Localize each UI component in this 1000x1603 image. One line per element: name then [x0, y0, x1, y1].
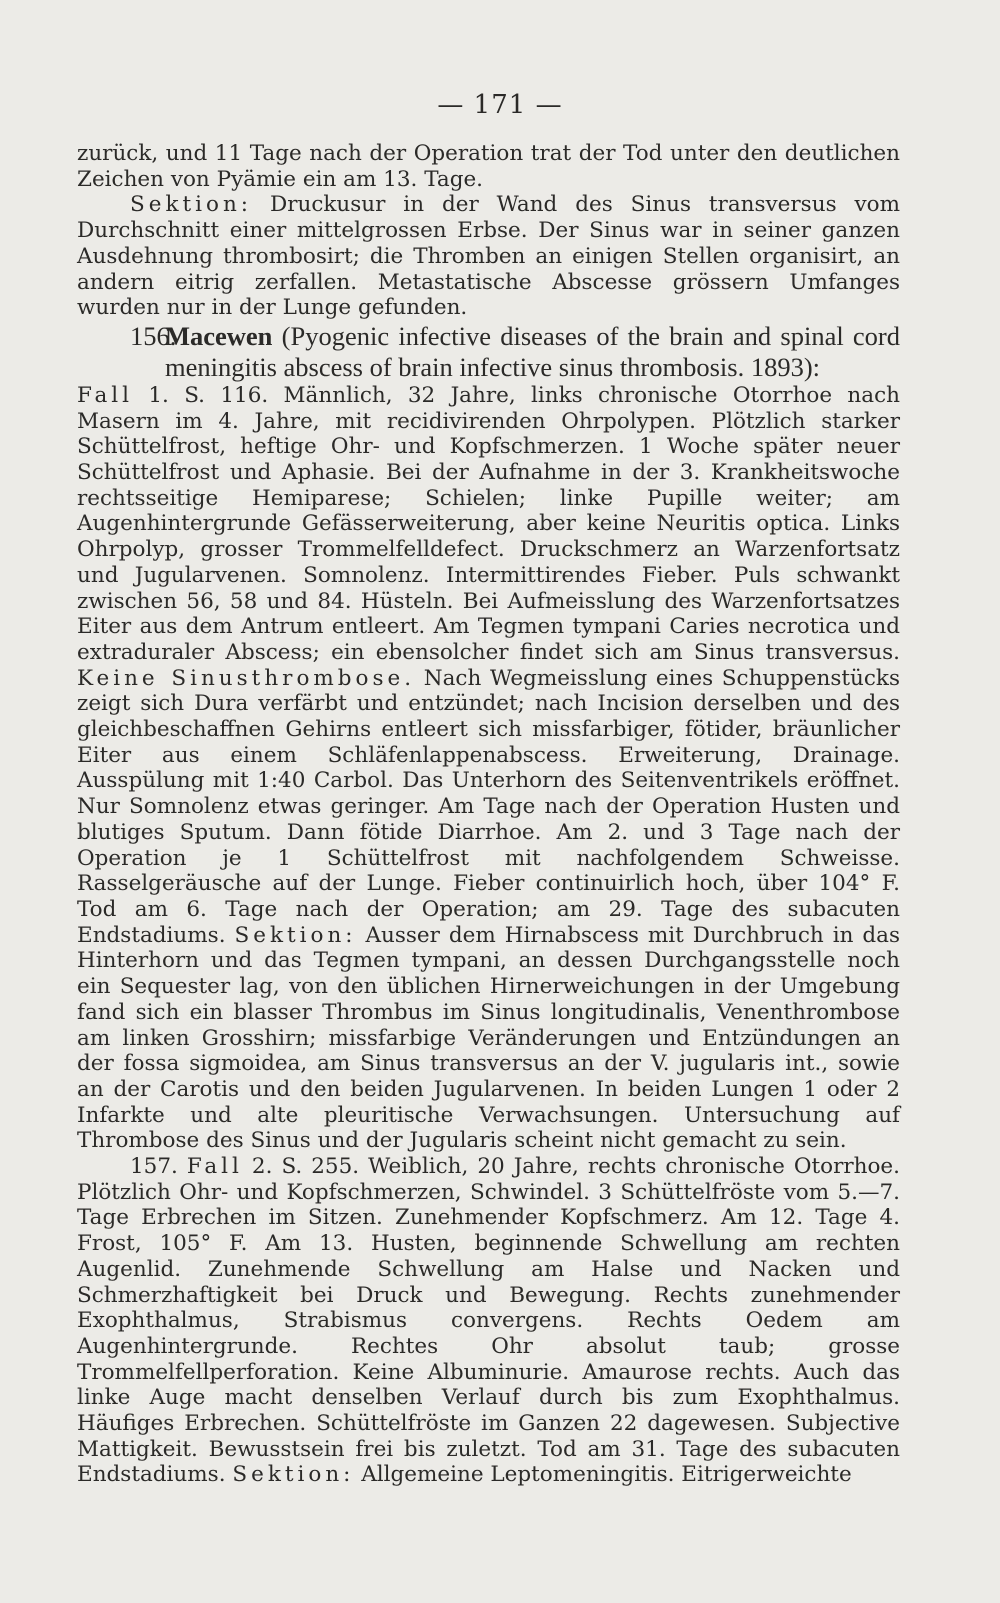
case-1-text-1: 1. S. 116. Männlich, 32 Jahre, links chronische Otorrhoe nach Masern im 4. Jahre, mit recidivirenden Ohrpolypen. Plötzlich starker Schüttelfrost, heftige Ohr- und Kopfschmerzen. 1 Woche später neuer Schüttelfrost und Aphasie. Bei der Aufnahme in der 3. Krankheitswoche rechtsseitige Hemiparese; Schielen; linke Pupille weiter; am Augenhintergrunde Gefässerweiterung, aber keine Neuritis optica. Links Ohrpolyp, grosser Trommelfelldefect. Druckschmerz an Warzenfortsatz und Jugularvenen. Somnolenz. Intermittirendes Fieber. Puls schwankt zwischen 56, 58 und 84. Hüsteln. Bei Aufmeisslung des Warzenfortsatzes Eiter aus dem Antrum entleert. Am Tegmen tympani Caries necrotica und extraduraler Abscess; ein ebensolcher findet sich am Sinus transversus. [77, 382, 900, 665]
page-number: — 171 — [437, 90, 563, 120]
body-text [77, 141, 900, 1488]
case-1-text-3: Ausser dem Hirnabscess mit Durchbruch in das Hinterhorn und das Tegmen tympani, an dessen Durchgangsstelle noch ein Sequester lag, von den üblichen Hirnerweichungen in der Umgebung fand sich ein blasser Thrombus im Sinus longitudinalis, Venenthrombose am linken Grosshirn; missfarbige Veränderungen und Entzündungen an der fossa sigmoidea, am Sinus transversus an der V. jugularis int., sowie an der Carotis und den beiden Jugularvenen. In beiden Lungen 1 oder 2 Infarkte und alte pleuritische Verwachsungen. Untersuchung auf Thrombose des Sinus und der Jugularis scheint nicht gemacht zu sein. [77, 922, 900, 1154]
paragraph-sektion [77, 192, 900, 321]
case-2-number: 157. [130, 1154, 178, 1180]
case-2-paragraph [77, 1154, 900, 1488]
section-heading-156 [77, 321, 900, 383]
case-2-text-2: Allgemeine Leptomeningitis. Eitrigerweichte [354, 1462, 852, 1488]
case-2-text-1: 2. S. 255. Weiblich, 20 Jahre, rechts chronische Otorrhoe. Plötzlich Ohr- und Kopfschmerzen, Schwindel. 3 Schüttelfröste vom 5.—7. Tage Erbrechen im Sitzen. Zunehmender Kopfschmerz. Am 12. Tage 4. Frost, 105° F. Am 13. Husten, beginnende Schwellung am rechten Augenlid. Zunehmende Schwellung am Halse und Nacken und Schmerzhaftigkeit bei Druck und Bewegung. Rechts zunehmender Exophthalmus, Strabismus convergens. Rechts Oedem am Augenhintergrunde. Rechtes Ohr absolut taub; grosse Trommelfellperforation. Keine Albuminurie. Amaurose rechts. Auch das linke Auge macht denselben Verlauf durch bis zum Exophthalmus. Häufiges Erbrechen. Schüttelfröste im Ganzen 22 dagewesen. Subjective Mattigkeit. Bewusstsein frei bis zuletzt. Tod am 31. Tage des subacuten Endstadiums. [77, 1154, 900, 1488]
case-2-sektion-label: Sektion: [232, 1462, 355, 1488]
sektion-text: Druckusur in der Wand des Sinus transversus vom Durchschnitt einer mittelgrossen Erbse. Der Sinus war in seiner ganzen Ausdehnung thrombosirt; die Thromben an einigen Stellen organisirt, an andern eitrig zerfallen. Metastatische Abscesse grössern Umfanges wurden nur in der Lunge gefunden. [77, 192, 900, 321]
case-1-text-2: Nach Wegmeisslung eines Schuppenstücks zeigt sich Dura verfärbt und entzündet; nach Incision derselben und des gleichbeschaffnen Gehirns entleert sich missfarbiger, fötider, bräunlicher Eiter aus einem Schläfenlappenabscess. Erweiterung, Drainage. Ausspülung mit 1:40 Carbol. Das Unterhorn des Seitenventrikels eröffnet. Nur Somnolenz etwas geringer. Am Tage nach der Operation Husten und blutiges Sputum. Dann fötide Diarrhoe. Am 2. und 3 Tage nach der Operation je 1 Schüttelfrost mit nachfolgendem Schweisse. Rasselgeräusche auf der Lunge. Fieber continuirlich hoch, über 104° F. Tod am 6. Tage nach der Operation; am 29. Tage des subacuten Endstadiums. [77, 665, 900, 948]
paragraph-intro [77, 141, 900, 192]
section-number: 156. [130, 320, 177, 351]
case-1-emphasis: Keine Sinusthrombose. [77, 665, 416, 691]
section-author: Macewen [165, 320, 273, 351]
case-2-fall-label: Fall [186, 1154, 243, 1180]
case-1-sektion-label: Sektion: [234, 922, 357, 948]
sektion-label: Sektion: [130, 192, 253, 218]
case-1-paragraph [77, 383, 900, 1154]
section-title: (Pyogenic infective diseases of the brain and spinal cord meningitis abscess of brain infective sinus thrombosis. 1893): [165, 320, 900, 382]
case-1-fall-label: Fall [77, 382, 134, 408]
paragraph-intro-text: zurück, und 11 Tage nach der Operation trat der Tod unter den deutlichen Zeichen von Pyämie ein am 13. Tage. [77, 141, 900, 192]
